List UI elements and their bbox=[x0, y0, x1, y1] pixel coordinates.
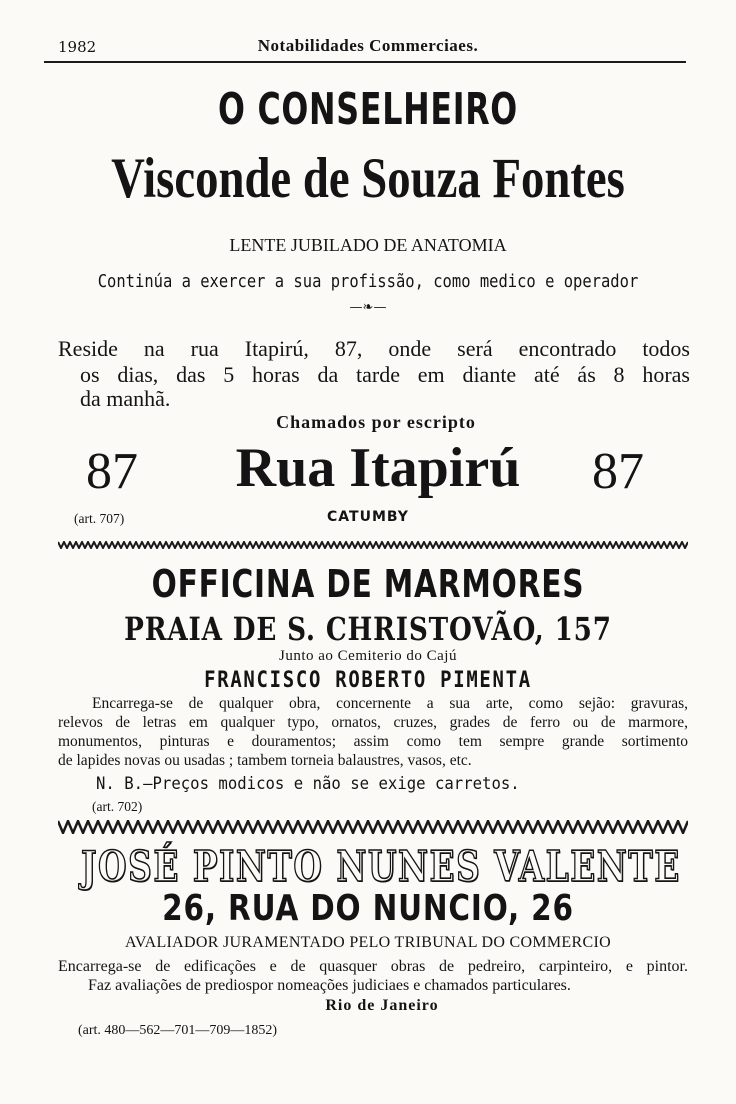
page-number: 1982 bbox=[58, 38, 97, 56]
ad1-address-line3: da manhã. bbox=[80, 386, 171, 411]
ad1-number-right: 87 bbox=[592, 443, 644, 500]
ad2-desc-line2: relevos de letras em qualquer typo, ornatos, cruzes, grades de ferro ou de marmore, bbox=[58, 714, 688, 731]
ad1-district: CATUMBY bbox=[327, 509, 409, 525]
ad2-art: (art. 702) bbox=[92, 799, 143, 814]
zigzag-divider-1 bbox=[58, 541, 688, 549]
ad1-name: Visconde de Souza Fontes bbox=[111, 147, 625, 210]
ad1-calls: Chamados por escripto bbox=[276, 412, 476, 432]
ad2-desc-line1: Encarrega-se de qualquer obra, concernente a sua arte, como sejão: gravuras, bbox=[92, 695, 688, 712]
ad1-address-line2: os dias, das 5 horas da tarde em diante até ás 8 horas bbox=[80, 362, 690, 387]
running-title: Notabilidades Commerciaes. bbox=[257, 36, 479, 55]
ad3-city: Rio de Janeiro bbox=[325, 997, 439, 1014]
ad2-desc-line4: de lapides novas ou usadas ; tambem torneia balaustres, vasos, etc. bbox=[58, 752, 472, 769]
ad3-address: 26, RUA DO NUNCIO, 26 bbox=[162, 888, 574, 929]
header-rule bbox=[44, 61, 686, 63]
ad3-name: JOSÉ PINTO NUNES VALENTE bbox=[80, 842, 681, 891]
ad1-street: Rua Itapirú bbox=[235, 437, 521, 499]
ad3-desc-line2: Faz avaliações de prediospor nomeações judiciaes e chamados particulares. bbox=[88, 977, 571, 994]
ad1-art: (art. 707) bbox=[74, 511, 125, 526]
ad2-heading: OFFICINA DE MARMORES bbox=[151, 562, 585, 606]
zigzag-divider-2 bbox=[58, 820, 688, 834]
ad1-number-left: 87 bbox=[86, 443, 138, 500]
ad1-title: LENTE JUBILADO DE ANATOMIA bbox=[229, 235, 507, 255]
ad1-address-line1: Reside na rua Itapirú, 87, onde será encontrado todos bbox=[58, 336, 690, 361]
ornament-divider: —❧— bbox=[349, 300, 387, 315]
ad2-desc-line3: monumentos, pinturas e douramentos; assim como tem sempre grande sortimento bbox=[58, 733, 688, 750]
ad3-title: AVALIADOR JURAMENTADO PELO TRIBUNAL DO COMMERCIO bbox=[125, 934, 611, 951]
ad2-near: Junto ao Cemiterio do Cajú bbox=[279, 648, 457, 664]
ad3-desc-line1: Encarrega-se de edificações e de quasquer obras de pedreiro, carpinteiro, e pintor. bbox=[58, 958, 688, 975]
ad1-heading: O CONSELHEIRO bbox=[218, 84, 518, 135]
ad1-line1: Continúa a exercer a sua profissão, como medico e operador bbox=[97, 271, 639, 292]
ad2-address: PRAIA DE S. CHRISTOVÃO, 157 bbox=[124, 610, 612, 648]
ad2-note: N. B.—Preços modicos e não se exige carretos. bbox=[96, 774, 520, 794]
ad3-art: (art. 480—562—701—709—1852) bbox=[78, 1023, 278, 1038]
ad2-owner: FRANCISCO ROBERTO PIMENTA bbox=[204, 668, 532, 693]
